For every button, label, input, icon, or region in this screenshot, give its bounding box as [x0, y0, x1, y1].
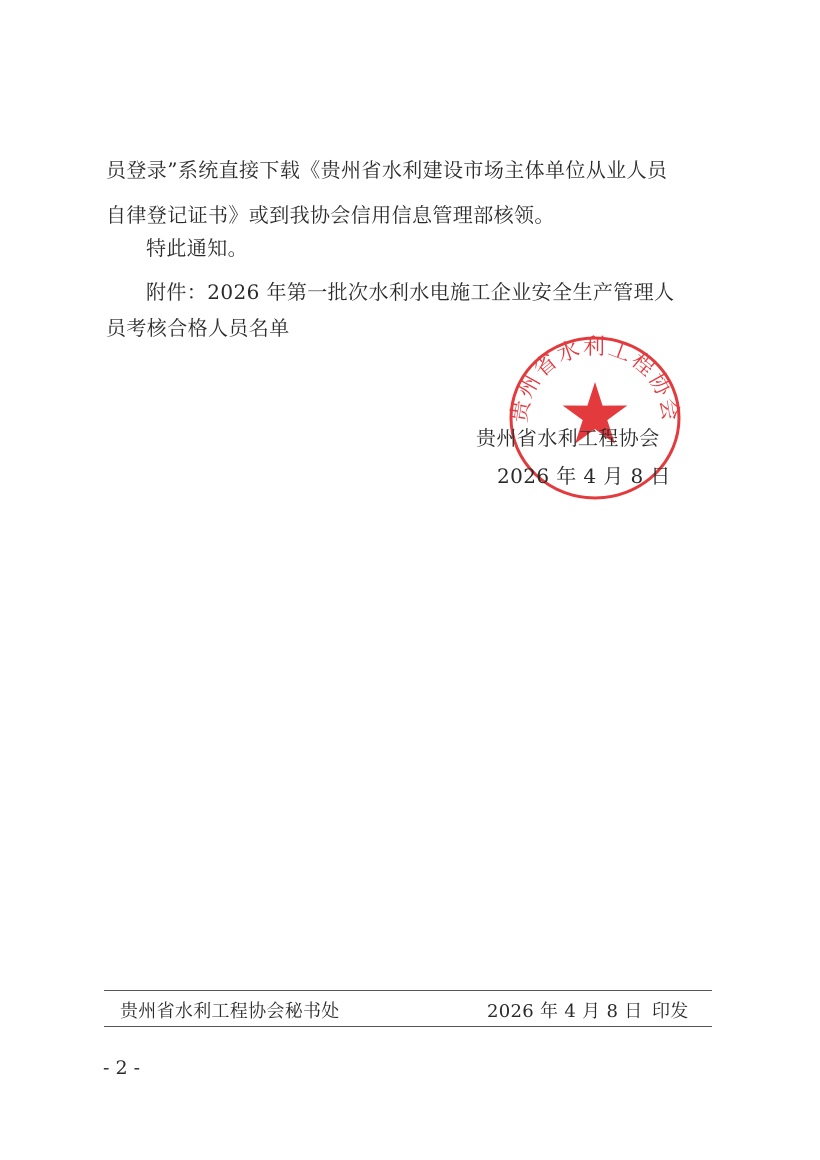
notice-text: 特此通知。 [146, 236, 248, 260]
page-number: - 2 - [103, 1057, 141, 1079]
body-text-line: 员登录”系统直接下载《贵州省水利建设市场主体单位从业人员 [106, 158, 668, 182]
footer-issuer: 贵州省水利工程协会秘书处 [120, 1001, 340, 1022]
attachment-text-line: 附件：2026 年第一批次水利水电施工企业安全生产管理人 [146, 280, 675, 304]
signature-date: 2026 年 4 月 8 日 [497, 464, 671, 488]
attachment-text-line: 员考核合格人员名单 [106, 316, 290, 340]
signature-organization: 贵州省水利工程协会 [476, 426, 660, 450]
seal-text-path: 贵州省水利工程协会 [507, 335, 683, 425]
footer-issue-label: 印发 [652, 1001, 689, 1022]
body-text-line: 自律登记证书》或到我协会信用信息管理部核领。 [106, 203, 555, 227]
footer-issue-date: 2026 年 4 月 8 日 [487, 1001, 643, 1022]
footer-bottom-rule [104, 1026, 712, 1027]
footer-top-rule [104, 990, 712, 991]
